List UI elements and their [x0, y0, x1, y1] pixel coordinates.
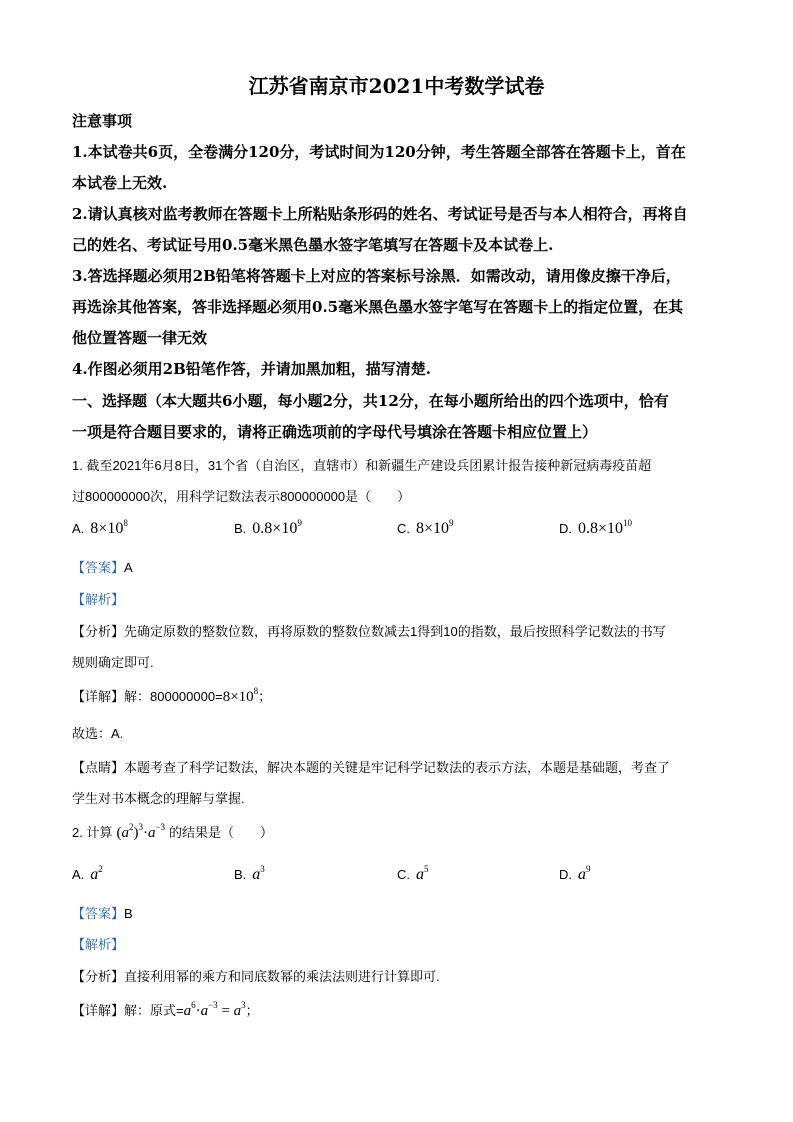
q1-option-a: A. $8\times 10^8$	[72, 518, 128, 537]
notice-line: 他位置答题一律无效	[72, 329, 208, 347]
notice-line: 2.请认真核对监考教师在答题卡上所粘贴条形码的姓名、考试证号是否与本人相符合，再将自	[72, 205, 688, 223]
q2-option-c: C. $a^5$	[397, 864, 429, 883]
notice-line: 1.本试卷共6页，全卷满分120分，考试时间为120分钟，考生答题全部答在答题卡上，首在	[72, 143, 686, 161]
q2-stem: 2. 计算 $(a^2)^3\cdot a^{-3}$ 的结果是（ ）	[72, 822, 274, 841]
q1-comment-cont: 学生对书本概念的理解与掌握.	[72, 791, 245, 806]
q1-option-d: D. $0.8\times 10^{10}$	[559, 518, 633, 537]
page-title: 江苏省南京市2021中考数学试卷	[248, 74, 545, 98]
fenxi-text: 先确定原数的整数位数，再将原数的整数位数减去1得到10的指数，最后按照科学记数法的书写	[124, 624, 666, 639]
section-heading: 一项是符合题目要求的，请将正确选项前的字母代号填涂在答题卡相应位置上）	[72, 423, 598, 441]
answer-tag: 【答案】	[72, 560, 125, 575]
comment-tag: 【点睛】	[72, 760, 125, 775]
q1-fenxi	[72, 621, 666, 640]
detail-formula: $a^6\cdot a^{-3} = a^3$	[183, 1000, 246, 1019]
q2-analysis-tag: 【解析】	[72, 937, 125, 952]
notice-line: 己的姓名、考试证号用0.5毫米黑色墨水签字笔填写在答题卡及本试卷上.	[72, 236, 554, 254]
q1-option-c: C. $8\times 10^9$	[397, 518, 454, 537]
detail-formula: $8\times 10^8$	[222, 686, 259, 705]
section-heading: 一、选择题（本大题共6小题，每小题2分，共12分，在每小题所给出的四个选项中，恰有	[72, 392, 669, 410]
fenxi-tag: 【分析】	[72, 624, 125, 639]
q1-stem: 1. 截至2021年6月8日，31个省（自治区，直辖市）和新疆生产建设兵团累计报告接种新冠病毒疫苗超	[72, 458, 652, 473]
detail-tag: 【详解】	[72, 689, 125, 704]
q2-expression: $(a^2)^3\cdot a^{-3}$	[116, 822, 166, 841]
q2-option-d: D. $a^9$	[559, 864, 591, 883]
q1-option-b: B. $0.8\times 10^9$	[234, 518, 302, 537]
answer-tag: 【答案】	[72, 906, 125, 921]
q2-detail: 【详解】解：原式$=a^6\cdot a^{-3} = a^3$；	[72, 1000, 259, 1019]
q1-comment: 【点睛】本题考查了科学记数法，解决本题的关键是牢记科学记数法的表示方法，本题是基础题，考查了	[72, 760, 671, 775]
fenxi-tag: 【分析】	[72, 969, 125, 984]
q1-answer	[72, 557, 133, 576]
answer-value: A	[124, 560, 133, 575]
q1-analysis-tag: 【解析】	[72, 592, 125, 607]
q1-detail: 【详解】解：$800000000=8\times 10^8$；	[72, 686, 272, 705]
notice-line: 本试卷上无效.	[72, 174, 168, 192]
notice-line: 4.作图必须用2B铅笔作答，并请加黑加粗，描写清楚.	[72, 360, 431, 378]
q2-fenxi: 【分析】直接利用幂的乘方和同底数幂的乘法法则进行计算即可.	[72, 969, 440, 984]
detail-tag: 【详解】	[72, 1003, 125, 1018]
q1-stem: 过800000000次，用科学记数法表示800000000是（ ）	[72, 489, 411, 504]
q2-option-b: B. $a^3$	[234, 864, 265, 883]
q2-answer	[72, 903, 133, 922]
q2-option-a: A. $a^2$	[72, 864, 103, 883]
q1-choose: 故选：A.	[72, 726, 124, 741]
q1-fenxi-cont: 规则确定即可.	[72, 655, 154, 670]
notice-line: 再选涂其他答案，答非选择题必须用0.5毫米黑色墨水签字笔写在答题卡上的指定位置，在其	[72, 298, 684, 316]
answer-value: B	[124, 906, 133, 921]
notice-heading: 注意事项	[72, 112, 133, 130]
notice-line: 3.答选择题必须用2B铅笔将答题卡上对应的答案标号涂黑．如需改动，请用像皮擦干净后，	[72, 267, 681, 285]
